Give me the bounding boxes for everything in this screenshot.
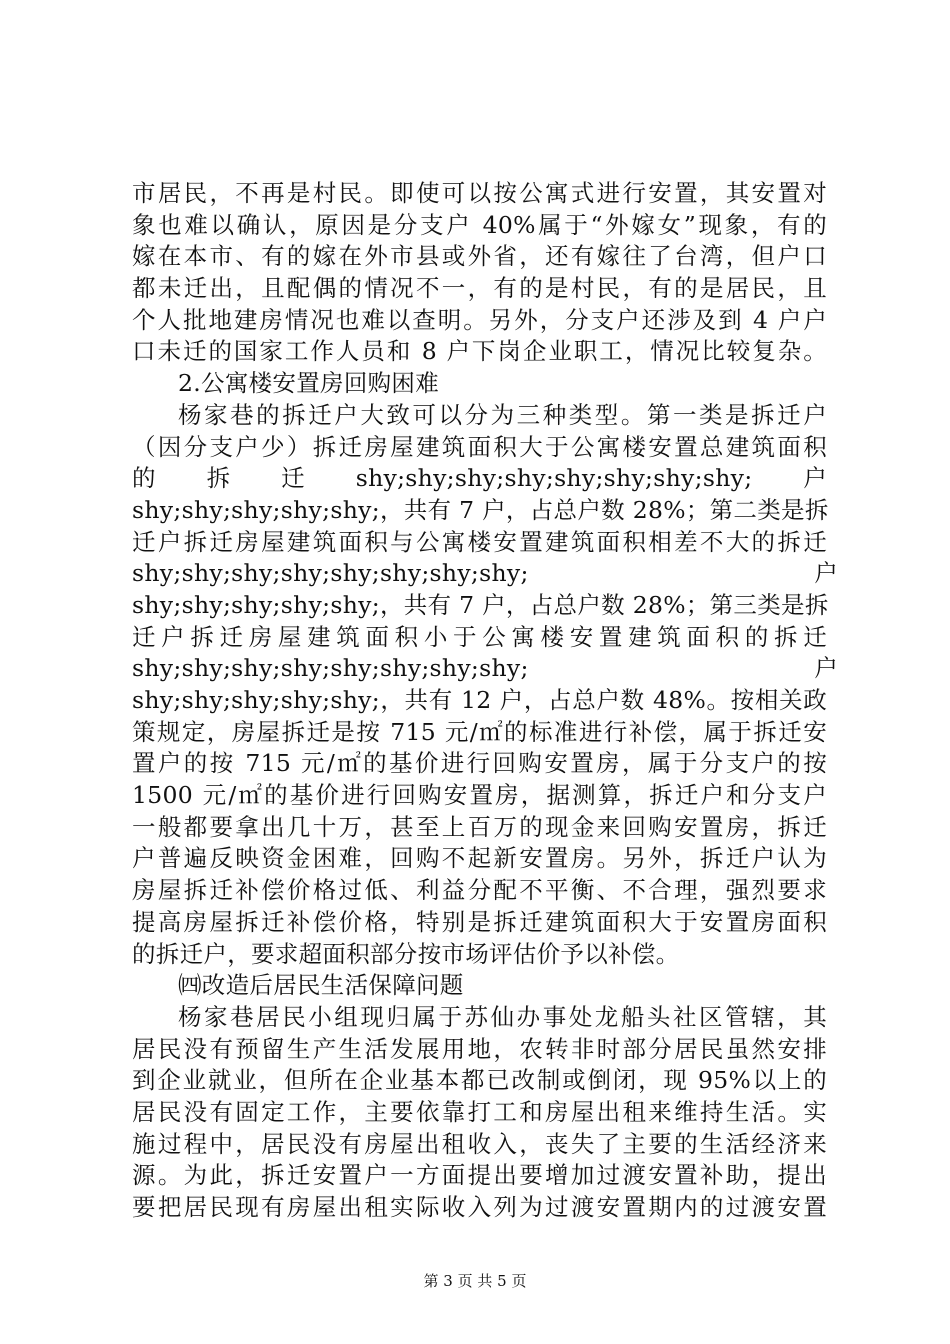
body-text-line: 房屋拆迁补偿价格过低、利益分配不平衡、不合理，强烈要求 [132, 876, 827, 905]
body-text-line: 到企业就业，但所在企业基本都已改制或倒闭，现 95%以上的 [132, 1066, 827, 1095]
body-text-line: 口未迁的国家工作人员和 8 户下岗企业职工，情况比较复杂。 [132, 337, 827, 366]
body-text-line: 市居民，不再是村民。即使可以按公寓式进行安置，其安置对 [132, 179, 827, 207]
body-text-line: 迁户拆迁房屋建筑面积小于公寓楼安置建筑面积的拆迁 [132, 622, 827, 651]
body-text-line: 要把居民现有房屋出租实际收入列为过渡安置期内的过渡安置 [132, 1193, 827, 1221]
body-text-line: 施过程中，居民没有房屋出租收入，丧失了主要的生活经济来 [132, 1129, 827, 1158]
body-text-line: 个人批地建房情况也难以查明。另外，分支户还涉及到 4 户户 [132, 305, 827, 334]
body-text-line: 都未迁出，且配偶的情况不一，有的是村民，有的是居民，且 [132, 274, 827, 303]
body-text-line: 户普遍反映资金困难，回购不起新安置房。另外，拆迁户认为 [132, 844, 827, 873]
body-text-line: 居民没有固定工作，主要依靠打工和房屋出租来维持生活。实 [132, 1097, 827, 1126]
body-text-line: 源。为此，拆迁安置户一方面提出要增加过渡安置补助，提出 [132, 1161, 827, 1190]
body-text-line: shy;shy;shy;shy;shy;，共有 12 户，占总户数 48%。按相关政 [132, 686, 827, 714]
body-text-line: 一般都要拿出几十万，甚至上百万的现金来回购安置房，拆迁 [132, 812, 827, 841]
body-text-line: 策规定，房屋拆迁是按 715 元/㎡的标准进行补偿，属于拆迁安 [132, 717, 827, 746]
page-footer: 第 3 页 共 5 页 [423, 1272, 527, 1290]
body-text-line: 象也难以确认，原因是分支户 40%属于“外嫁女”现象，有的 [132, 210, 827, 239]
body-text-line: 迁户拆迁房屋建筑面积与公寓楼安置建筑面积相差不大的拆迁 [132, 527, 827, 556]
body-text-line: 提高房屋拆迁补偿价格，特别是拆迁建筑面积大于安置房面积 [132, 907, 827, 936]
body-text-line: 的拆迁户，要求超面积部分按市场评估价予以补偿。 [132, 939, 680, 968]
body-text-line: shy;shy;shy;shy;shy;，共有 7 户，占总户数 28%；第二类是拆 [132, 495, 829, 524]
body-text-line: 的 拆 迁 shy;shy;shy;shy;shy;shy;shy;shy; 户 [132, 464, 827, 493]
body-text-line: 置户的按 715 元/㎡的基价进行回购安置房，属于分支户的按 [132, 749, 827, 778]
body-text-line: 嫁在本市、有的嫁在外市县或外省，还有嫁往了台湾，但户口 [132, 242, 827, 271]
section-heading: ㈣改造后居民生活保障问题 [178, 971, 464, 1000]
body-text-line: 杨家巷的拆迁户大致可以分为三种类型。第一类是拆迁户 [178, 400, 827, 429]
body-text-line: 1500 元/㎡的基价进行回购安置房，据测算，拆迁户和分支户 [132, 781, 827, 810]
body-text-line: （因分支户少）拆迁房屋建筑面积大于公寓楼安置总建筑面积 [132, 432, 827, 461]
body-text-line: shy;shy;shy;shy;shy;，共有 7 户，占总户数 28%；第三类是拆 [132, 590, 829, 619]
body-text-line: 杨家巷居民小组现归属于苏仙办事处龙船头社区管辖，其 [178, 1002, 827, 1031]
body-text-line: shy;shy;shy;shy;shy;shy;shy;shy; 户 [132, 559, 839, 588]
section-heading: 2.公寓楼安置房回购困难 [178, 369, 440, 398]
body-text-line: 居民没有预留生产生活发展用地，农转非时部分居民虽然安排 [132, 1034, 827, 1063]
body-text-line: shy;shy;shy;shy;shy;shy;shy;shy; 户 [132, 654, 839, 683]
